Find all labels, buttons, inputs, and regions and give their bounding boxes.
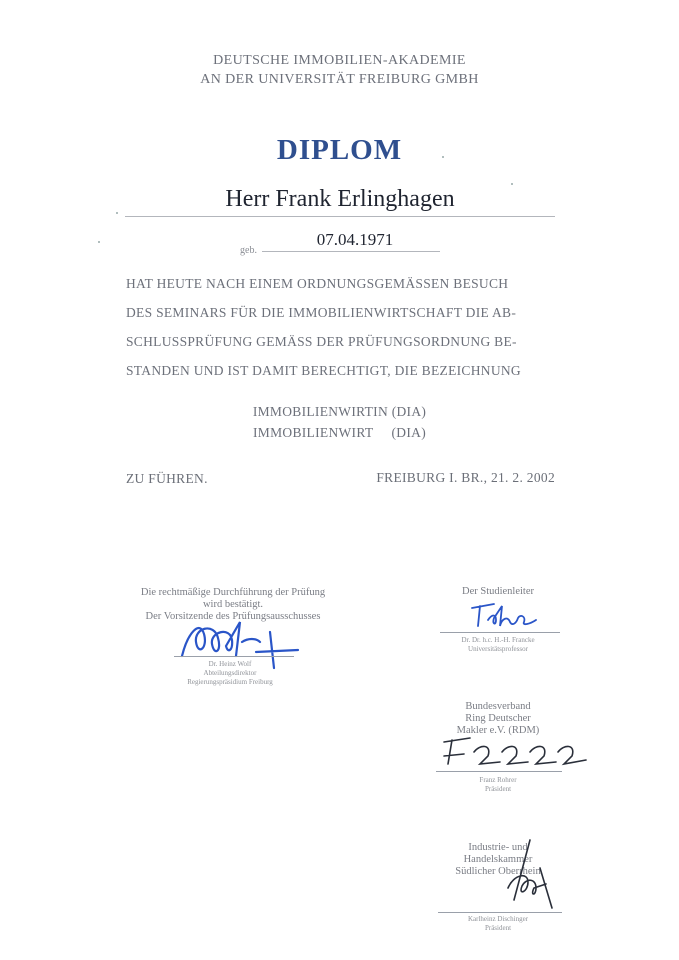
study-director-signature bbox=[466, 598, 546, 634]
designation-female: IMMOBILIENWIRTIN (DIA) bbox=[252, 404, 427, 419]
place-date: FREIBURG I. BR., 21. 2. 2002 bbox=[376, 470, 555, 485]
exam-board-line3: Der Vorsitzende des Prüfungsausschusses bbox=[145, 611, 321, 622]
rdm-signature bbox=[440, 734, 590, 774]
exam-board-signer-role2: Regierungspräsidium Freiburg bbox=[187, 678, 273, 686]
study-director-heading: Der Studienleiter bbox=[461, 586, 535, 597]
dob-label: geb. bbox=[240, 245, 257, 256]
body-line-4: STANDEN UND IST DAMIT BERECHTIGT, DIE BEZEICHNUNG bbox=[126, 363, 521, 378]
exam-board-sign-line bbox=[174, 656, 294, 657]
study-director-sign-line bbox=[440, 632, 560, 633]
ihk-line2: Handelskammer bbox=[463, 854, 533, 865]
issuer-name-line2: AN DER UNIVERSITÄT FREIBURG GMBH bbox=[200, 72, 479, 87]
ihk-signature bbox=[494, 838, 558, 912]
body-line-3: SCHLUSSPRÜFUNG GEMÄSS DER PRÜFUNGSORDNUNG BE- bbox=[126, 334, 517, 349]
scan-speck bbox=[442, 156, 444, 158]
recipient-underline bbox=[125, 216, 555, 217]
ihk-signer-role: Präsident bbox=[484, 924, 512, 932]
rdm-line3: Makler e.V. (RDM) bbox=[456, 725, 540, 736]
recipient-name: Herr Frank Erlinghagen bbox=[225, 186, 455, 212]
rdm-line2: Ring Deutscher bbox=[465, 713, 531, 724]
dob-value: 07.04.1971 bbox=[316, 230, 394, 249]
ihk-signer-name: Karlheinz Dischinger bbox=[467, 915, 529, 923]
body-line-2: DES SEMINARS FÜR DIE IMMOBILIENWIRTSCHAFT DIE AB- bbox=[126, 305, 517, 320]
rdm-signer-role: Präsident bbox=[484, 785, 512, 793]
rdm-line1: Bundesverband bbox=[465, 701, 531, 712]
exam-board-line2: wird bestätigt. bbox=[202, 599, 264, 610]
study-director-signer-name: Dr. Dr. h.c. H.-H. Francke bbox=[461, 636, 535, 644]
document-title: DIPLOM bbox=[276, 134, 403, 166]
issuer-name-line1: DEUTSCHE IMMOBILIEN-AKADEMIE bbox=[213, 53, 466, 68]
designation-male: IMMOBILIENWIRT (DIA) bbox=[253, 425, 426, 440]
ihk-line3: Südlicher Oberrhein bbox=[455, 866, 541, 877]
closing-text: ZU FÜHREN. bbox=[126, 471, 208, 486]
scan-speck bbox=[116, 212, 118, 214]
scan-speck bbox=[511, 183, 513, 185]
study-director-signer-role: Universitätsprofessor bbox=[468, 645, 528, 653]
exam-board-line1: Die rechtmäßige Durchführung der Prüfung bbox=[140, 587, 326, 598]
body-line-1: HAT HEUTE NACH EINEM ORDNUNGSGEMÄSSEN BESUCH bbox=[126, 276, 509, 291]
scan-speck bbox=[98, 241, 100, 243]
exam-board-signer-role1: Abteilungsdirektor bbox=[203, 669, 257, 677]
rdm-signer-name: Franz Rohrer bbox=[479, 776, 517, 784]
rdm-sign-line bbox=[436, 771, 562, 772]
dob-underline bbox=[262, 251, 440, 252]
ihk-line1: Industrie- und bbox=[468, 842, 528, 853]
exam-board-signer-name: Dr. Heinz Wolf bbox=[208, 660, 252, 668]
ihk-sign-line bbox=[438, 912, 562, 913]
